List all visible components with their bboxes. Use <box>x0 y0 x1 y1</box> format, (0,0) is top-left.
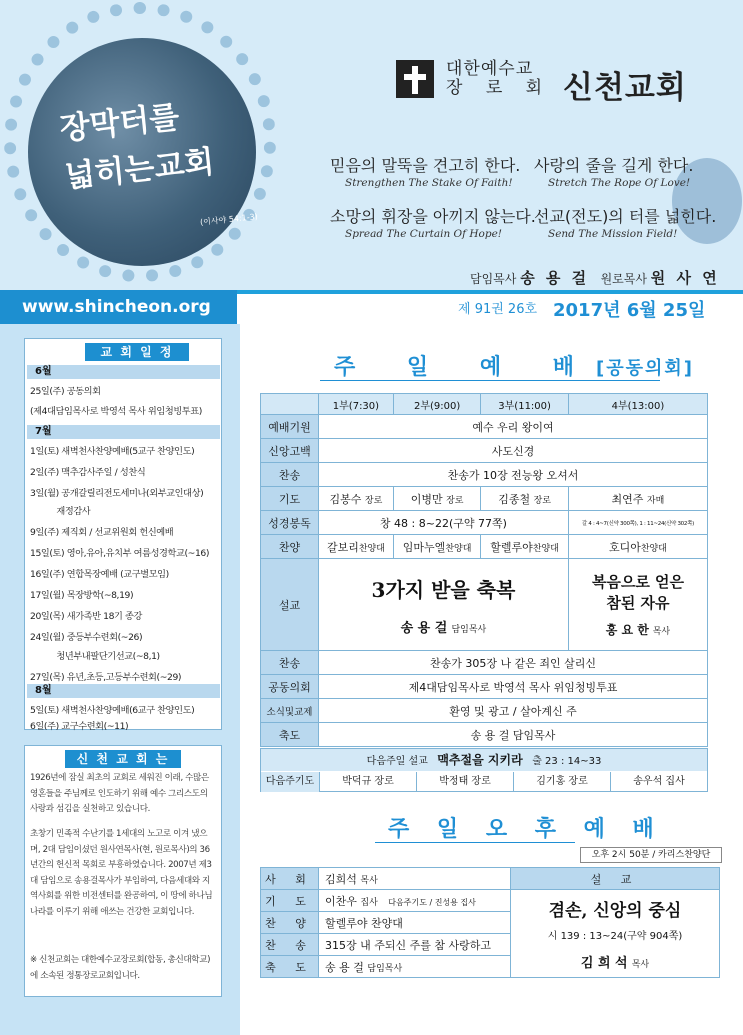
schedule-item: (제4대담임목사로 박영석 목사 위임청빙투표) <box>30 406 202 417</box>
month-july: 7월 <box>27 425 220 439</box>
prayer-name: 김종철 <box>498 492 531 506</box>
sunday-service-title-text: 주 일 예 배 <box>334 355 596 380</box>
sermon-4-title-1: 복음으로 얻은 <box>591 573 685 591</box>
denomination-line-1: 대한예수교 <box>446 59 534 79</box>
denomination <box>446 60 551 98</box>
schedule-item: 9일(주) 제직회 / 선교위원회 헌신예배 <box>30 527 174 538</box>
prayer-title: 장로 <box>364 495 383 506</box>
choir-unit: 찬양대 <box>358 543 385 554</box>
table-row <box>261 487 708 511</box>
next-week-label: 다음주일 설교 <box>366 756 428 767</box>
sermon-4-preacher: 홍 요 한 <box>605 623 649 637</box>
table-row <box>261 651 708 675</box>
next-week-box <box>260 748 708 792</box>
table-row <box>261 511 708 535</box>
choir-unit: 찬양대 <box>640 543 667 554</box>
schedule-item: 5일(토) 새벽천사찬양예배(6교구 찬양인도) <box>30 705 195 716</box>
afternoon-preacher-title: 목사 <box>631 960 650 970</box>
denomination-line-2: 장 로 회 <box>446 78 552 98</box>
row-label: 찬 양 <box>261 912 319 934</box>
opening-hymn: 찬송가 10장 전능왕 오셔서 <box>319 463 708 487</box>
presider-title: 목사 <box>360 875 378 886</box>
row-label: 축도 <box>261 723 319 747</box>
next-prayer: 박덕규 장로 <box>319 772 416 792</box>
row-label: 축 도 <box>261 956 319 978</box>
closing-hymn: 찬송가 305장 나 같은 죄인 살리신 <box>319 651 708 675</box>
afternoon-benediction: 송 용 걸 <box>325 960 364 974</box>
title-underline <box>320 380 660 381</box>
sunday-service-table <box>260 393 708 747</box>
about-paragraph-2: 초창기 민족적 수난기를 1세대의 노고로 이겨 냈으며, 2대 담임이셨던 원사연목사(현, 원로목사)의 36년간의 헌신적 목회로 부흥하였습니다. 2007년 제3대 담임으로 송용걸목사가 부임하여, 다음세대와 지역사회를 위한 비전센터를 완공하여, 이 땅에 하나님 나라를 이루기 위해 애쓰는 건강한 교회입니다. <box>30 829 213 917</box>
service-3: 3부(11:00) <box>481 394 569 415</box>
next-prayer: 김기홍 장로 <box>513 772 610 792</box>
schedule-item: 17일(월) 목장방학(~8,19) <box>30 590 134 601</box>
row-label: 소식및교제 <box>261 699 319 723</box>
row-label: 사 회 <box>261 868 319 890</box>
sermon-header: 설 교 <box>511 868 720 890</box>
next-prayer: 송우석 집사 <box>610 772 707 792</box>
slogan-line-1: 장막터를 <box>58 99 182 148</box>
afternoon-service-title: 주 일 오 후 예 배 <box>388 817 664 842</box>
church-name: 신천교회 <box>563 70 687 106</box>
next-prayer-note: 다음주기도 / 진성용 집사 <box>388 897 476 907</box>
table-row <box>261 415 708 439</box>
next-week-title: 맥추절을 지키라 <box>437 753 523 767</box>
prayer-name: 최연주 <box>611 492 644 506</box>
prayer-title: 장로 <box>533 495 551 506</box>
scripture-alt: 갈 4 : 4~7(신약 300쪽), 1 : 11~24(신약 302쪽) <box>568 511 707 535</box>
afternoon-sermon-title: 겸손, 신앙의 중심 <box>548 901 682 921</box>
afternoon-service-table <box>260 867 720 978</box>
sermon-preacher-title: 담임목사 <box>451 624 487 635</box>
slogan-line-2: 넓히는교회 <box>63 143 216 196</box>
sunday-service-title <box>334 350 694 381</box>
choir-name: 호디아 <box>608 540 641 554</box>
presider-cell <box>319 868 511 890</box>
call-to-worship: 예수 우리 왕이여 <box>319 415 708 439</box>
next-week-ref: 출 23 : 14~33 <box>532 756 602 767</box>
table-row <box>261 559 708 651</box>
corner-cell <box>261 394 319 415</box>
choir-name: 할렐루야 <box>490 540 533 554</box>
afternoon-benediction-title: 담임목사 <box>367 963 403 974</box>
schedule-item: 25일(주) 공동의회 <box>30 386 101 397</box>
next-prayer-label: 다음주기도 <box>261 772 319 792</box>
service-1: 1부(7:30) <box>319 394 394 415</box>
prayer-title: 장로 <box>446 495 464 506</box>
schedule-box <box>24 338 222 730</box>
creed: 사도신경 <box>319 439 708 463</box>
afternoon-benediction-cell <box>319 956 511 978</box>
row-label: 찬양 <box>261 535 319 559</box>
schedule-item: 재정감사 <box>30 506 91 517</box>
cross-logo-icon <box>396 60 434 98</box>
choir-cell <box>393 535 481 559</box>
row-label: 설교 <box>261 559 319 651</box>
prayer-cell <box>393 487 481 511</box>
sermon-4-cell <box>568 559 707 651</box>
table-row <box>261 463 708 487</box>
benediction: 송 용 걸 담임목사 <box>319 723 708 747</box>
schedule-item: 청년부내팔단기선교(~8,1) <box>30 651 160 662</box>
schedule-item: 2일(주) 맥추감사주일 / 성찬식 <box>30 467 146 478</box>
motto-1: 믿음의 말뚝을 견고히 한다. <box>330 156 521 175</box>
table-row <box>261 535 708 559</box>
month-june: 6월 <box>27 365 220 379</box>
choir-name: 갈보리 <box>326 540 359 554</box>
service-2: 2부(9:00) <box>393 394 481 415</box>
volume-number: 제 91권 26호 <box>458 302 538 317</box>
afternoon-preacher: 김 희 석 <box>580 956 628 971</box>
motto-1-en: Strengthen The Stake Of Faith! <box>345 177 513 189</box>
row-label: 예배기원 <box>261 415 319 439</box>
prayer-name: 이병만 <box>410 492 443 506</box>
row-label: 성경봉독 <box>261 511 319 535</box>
schedule-item: 24일(월) 중등부수련회(~26) <box>30 632 143 643</box>
slogan-reference: (이사야 54:1-3) <box>199 211 259 228</box>
prayer-leader: 이찬우 <box>325 894 357 908</box>
prayer-cell <box>568 487 707 511</box>
choir-unit: 찬양대 <box>445 543 472 554</box>
row-label: 신앙고백 <box>261 439 319 463</box>
prayer-cell <box>319 487 394 511</box>
row-label: 기도 <box>261 487 319 511</box>
prayer-leader-title: 집사 <box>360 897 378 908</box>
schedule-item: 1일(토) 새벽천사찬양예배(5교구 찬양인도) <box>30 446 195 457</box>
afternoon-sermon-cell <box>511 890 720 978</box>
afternoon-sermon-ref: 시 139 : 13~24(구약 904쪽) <box>547 931 683 942</box>
presider: 김희석 <box>325 872 357 886</box>
table-row <box>261 699 708 723</box>
choir-cell <box>481 535 569 559</box>
next-prayer: 박정태 장로 <box>416 772 513 792</box>
motto-3-en: Spread The Curtain Of Hope! <box>345 228 503 240</box>
website-link[interactable]: www.shincheon.org <box>22 297 211 317</box>
praise: 할렐루야 찬양대 <box>319 912 511 934</box>
table-header-row <box>261 394 708 415</box>
prayer-title: 자매 <box>646 495 665 506</box>
about-paragraph-1: 1926년에 잠실 최초의 교회로 세워진 이래, 수많은 영혼들을 주님께로 인도하기 위해 예수 그리스도의 사랑과 섬김을 실천하고 있습니다. <box>30 773 209 814</box>
month-august: 8월 <box>27 684 220 698</box>
sermon-4-preacher-title: 목사 <box>652 627 671 637</box>
motto-3: 소망의 휘장을 아끼지 않는다. <box>330 207 536 226</box>
table-row <box>261 868 720 890</box>
pastors <box>470 267 720 288</box>
choir-cell <box>568 535 707 559</box>
table-row <box>261 675 708 699</box>
news: 환영 및 광고 / 살아계신 주 <box>319 699 708 723</box>
about-title: 신 천 교 회 는 <box>65 750 181 768</box>
row-label: 기 도 <box>261 890 319 912</box>
row-label: 찬 송 <box>261 934 319 956</box>
row-label: 찬송 <box>261 651 319 675</box>
header <box>0 0 743 290</box>
motto-2-en: Stretch The Rope Of Love! <box>548 177 691 189</box>
afternoon-underline <box>375 842 575 843</box>
row-label: 찬송 <box>261 463 319 487</box>
schedule-item: 3일(월) 공개갈릴리전도세미나(외부교인대상) <box>30 488 204 499</box>
sermon-title: 3가지 받을 축복 <box>371 577 516 602</box>
sermon-4-title-2: 참된 자유 <box>606 594 670 612</box>
service-4: 4부(13:00) <box>568 394 707 415</box>
table-row <box>261 723 708 747</box>
sunday-service-subtitle: [공동의회] <box>596 358 695 379</box>
afternoon-time: 오후 2시 50분 / 카리스찬양단 <box>580 847 722 863</box>
motto-4-en: Send The Mission Field! <box>548 228 678 240</box>
choir-name: 임마누엘 <box>402 540 446 554</box>
about-note: ※ 신천교회는 대한예수교장로회(합동, 총신대학교)에 소속된 정통장로교회입니다. <box>30 955 211 981</box>
prayer-cell <box>481 487 569 511</box>
sermon-preacher: 송 용 걸 <box>400 620 448 636</box>
choir-unit: 찬양대 <box>532 543 559 554</box>
motto-2: 사랑의 줄을 길게 한다. <box>534 156 694 175</box>
row-label: 공동의회 <box>261 675 319 699</box>
schedule-item: 15일(토) 영아,유아,유치부 여름성경학교(~16) <box>30 548 210 559</box>
senior-pastor-label: 담임목사 <box>470 272 517 286</box>
scripture: 창 48 : 8~22(구약 77쪽) <box>319 511 569 535</box>
prayer-cell <box>319 890 511 912</box>
issue-date: 2017년 6월 25일 <box>553 300 706 321</box>
sermon-cell <box>319 559 569 651</box>
motto-4: 선교(전도)의 터를 넓힌다. <box>534 207 717 226</box>
schedule-title: 교 회 일 정 <box>85 343 189 361</box>
afternoon-hymn: 315장 내 주되신 주를 참 사랑하고 <box>319 934 511 956</box>
schedule-item: 6일(주) 교구수련회(~11) <box>30 721 129 732</box>
senior-pastor: 송 용 걸 <box>520 269 590 287</box>
congregation-meeting: 제4대담임목사로 박영석 목사 위임청빙투표 <box>319 675 708 699</box>
prayer-name: 김봉수 <box>329 492 362 506</box>
choir-cell <box>319 535 394 559</box>
table-row <box>261 439 708 463</box>
schedule-item: 27일(목) 유년,초등,고등부수련회(~29) <box>30 672 182 683</box>
table-row <box>261 890 720 912</box>
schedule-item: 20일(목) 새가족반 18기 종강 <box>30 611 142 622</box>
emeritus-label: 원로목사 <box>600 272 647 286</box>
emeritus-pastor: 원 사 연 <box>650 269 720 287</box>
next-week-sermon <box>261 749 707 771</box>
schedule-item: 16일(주) 연합목장예배 (교구별모임) <box>30 569 169 580</box>
